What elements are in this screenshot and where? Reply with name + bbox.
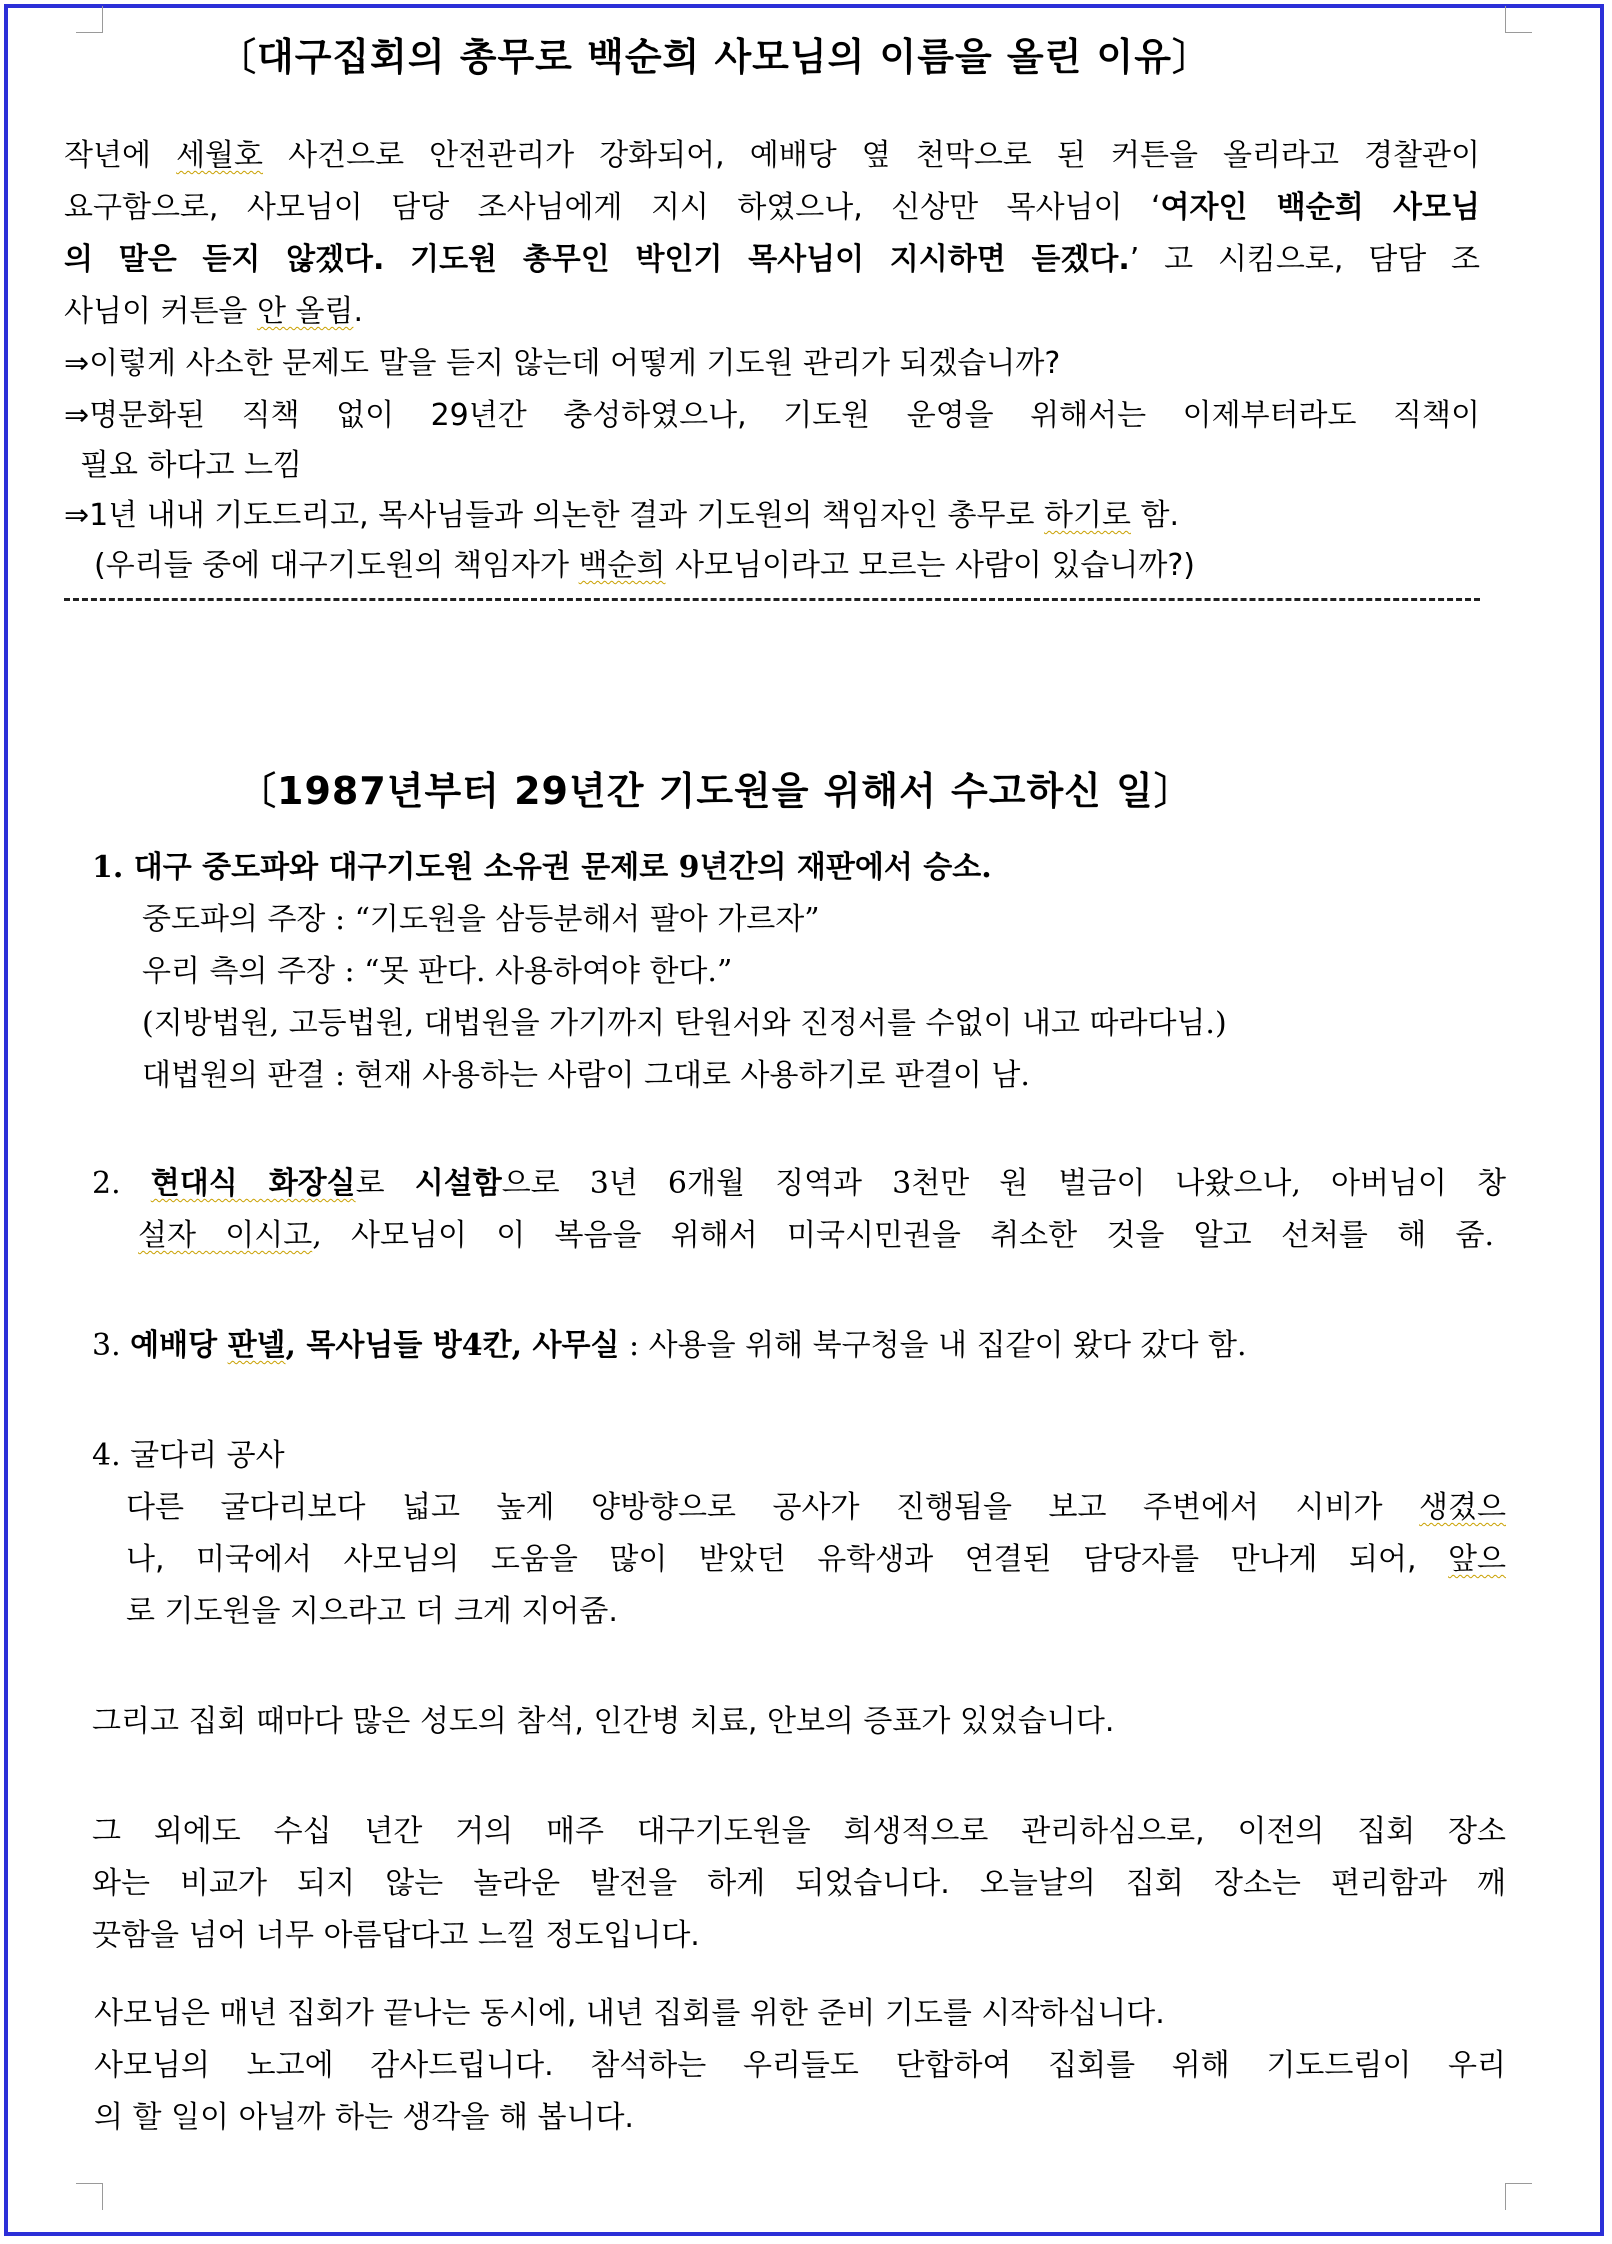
- text: 생겼으: [1419, 1490, 1506, 1525]
- text: 다른 굴다리보다 넓고 높게 양방향으로 공사가 진행됨을 보고 주변에서 시비가: [126, 1490, 1420, 1525]
- item1-line3: (지방법원, 고등법원, 대법원을 가기까지 탄원서와 진정서를 수없이 내고 따라다님.): [142, 1006, 1227, 1041]
- text: 작년에: [64, 138, 177, 173]
- corner-mark: [76, 2183, 103, 2210]
- text: , 사모님이 이 복음을 위해서 미국시민권을 취소한 것을 알고 선처를 해 줌.: [312, 1218, 1494, 1253]
- text: 사님이 커튼을: [64, 294, 257, 329]
- item4-head: 4. 굴다리 공사: [92, 1438, 285, 1473]
- s1-p1-line1: [64, 136, 1480, 176]
- s1-p1-line2: [64, 188, 1480, 228]
- bold-text: 시설함: [414, 1166, 502, 1201]
- bold-text: 여자인 백순희 사모님: [1160, 190, 1480, 225]
- para2-line1: 그 외에도 수십 년간 거의 매주 대구기도원을 희생적으로 관리하심으로, 이전의 집회 장소: [92, 1814, 1506, 1849]
- item1-line2: 우리 측의 주장 : “못 판다. 사용하여야 한다.”: [142, 954, 733, 989]
- text: 사모님이라고 모르는 사람이 있습니까?): [665, 548, 1195, 583]
- corner-mark: [76, 6, 103, 33]
- text: 으로 3년 6개월 징역과 3천만 원 벌금이 나왔으나, 아버님이 창: [501, 1166, 1506, 1201]
- item4-line1: [126, 1488, 1506, 1528]
- section2-title: 〔1987년부터 29년간 기도원을 위해서 수고하신 일〕: [238, 769, 1193, 813]
- text: 백순희: [578, 548, 666, 583]
- item1-head: 1. 대구 중도파와 대구기도원 소유권 문제로 9년간의 재판에서 승소.: [92, 850, 992, 885]
- bold-text: 예배당: [130, 1328, 228, 1363]
- section1-title: 〔대구집회의 총무로 백순희 사모님의 이름을 올린 이유〕: [218, 35, 1211, 79]
- s1-arrow2-line2: 필요 하다고 느낌: [80, 448, 302, 483]
- text: (우리들 중에 대구기도원의 책임자가: [94, 548, 579, 583]
- text: 요구함으로, 사모님이 담당 조사님에게 지시 하였으나, 신상만 목사님이 ‘: [64, 190, 1161, 225]
- text: .: [353, 294, 363, 329]
- item2-line2: [138, 1216, 1494, 1256]
- para3-line3: 의 할 일이 아닐까 하는 생각을 해 봅니다.: [94, 2100, 634, 2135]
- text: ’ 고 시킴으로, 담담 조: [1129, 242, 1480, 277]
- para1: 그리고 집회 때마다 많은 성도의 참석, 인간병 치료, 안보의 증표가 있었습니다.: [92, 1704, 1115, 1739]
- bold-text: , 목사님들 방4칸, 사무실: [285, 1328, 620, 1363]
- para2-line3: 끗함을 넘어 너무 아름답다고 느낄 정도입니다.: [92, 1918, 700, 1953]
- text: 설자 이시고: [138, 1218, 313, 1253]
- text: 하기로: [1044, 498, 1131, 533]
- text: 3.: [92, 1328, 131, 1363]
- para3-line1: 사모님은 매년 집회가 끝나는 동시에, 내년 집회를 위한 준비 기도를 시작하십니다.: [94, 1996, 1165, 2031]
- item3-line: [92, 1326, 1247, 1366]
- text: : 사용을 위해 북구청을 내 집같이 왔다 갔다 함.: [619, 1328, 1247, 1363]
- bold-text: 판넬: [227, 1328, 286, 1363]
- s1-p1-line3: [64, 240, 1480, 280]
- text: 사건으로 안전관리가 강화되어, 예배당 옆 천막으로 된 커튼을 올리라고 경찰관이: [263, 138, 1480, 173]
- text: 2.: [92, 1166, 151, 1201]
- corner-mark: [1505, 2183, 1532, 2210]
- dashed-divider: [64, 598, 1480, 601]
- text: 함.: [1130, 498, 1180, 533]
- para2-line2: 와는 비교가 되지 않는 놀라운 발전을 하게 되었습니다. 오늘날의 집회 장소는 편리함과 깨: [92, 1866, 1506, 1901]
- text: 세월호: [176, 138, 264, 173]
- text: 나, 미국에서 사모님의 도움을 많이 받았던 유학생과 연결된 담당자를 만나게 되어,: [126, 1542, 1449, 1577]
- corner-mark: [1505, 6, 1532, 33]
- item1-line4: 대법원의 판결 : 현재 사용하는 사람이 그대로 사용하기로 판결이 남.: [142, 1058, 1030, 1093]
- para3-line2: 사모님의 노고에 감사드립니다. 참석하는 우리들도 단합하여 집회를 위해 기도드림이 우리: [94, 2048, 1506, 2083]
- text: 앞으: [1448, 1542, 1506, 1577]
- text: 로: [355, 1166, 415, 1201]
- s1-p1-line4: [64, 292, 363, 332]
- bold-text: 의 말은 듣지 않겠다. 기도원 총무인 박인기 목사님이 지시하면 듣겠다.: [64, 242, 1130, 277]
- s1-note: [94, 546, 1195, 586]
- s1-arrow2-line1: ⇒명문화된 직책 없이 29년간 충성하였으나, 기도원 운영을 위해서는 이제부터라도 직책이: [64, 398, 1480, 433]
- s1-arrow3: [64, 496, 1179, 536]
- item4-line3: 로 기도원을 지으라고 더 크게 지어줌.: [126, 1594, 618, 1629]
- s1-arrow1: ⇒이렇게 사소한 문제도 말을 듣지 않는데 어떻게 기도원 관리가 되겠습니까?: [64, 346, 1061, 381]
- item1-line1: 중도파의 주장 : “기도원을 삼등분해서 팔아 가르자”: [142, 902, 820, 937]
- text: ⇒1년 내내 기도드리고, 목사님들과 의논한 결과 기도원의 책임자인 총무로: [64, 498, 1045, 533]
- item4-line2: [126, 1540, 1506, 1580]
- text: 안 올림: [256, 294, 354, 329]
- bold-text: 현대식 화장실: [150, 1166, 356, 1201]
- item2-line1: [92, 1164, 1506, 1204]
